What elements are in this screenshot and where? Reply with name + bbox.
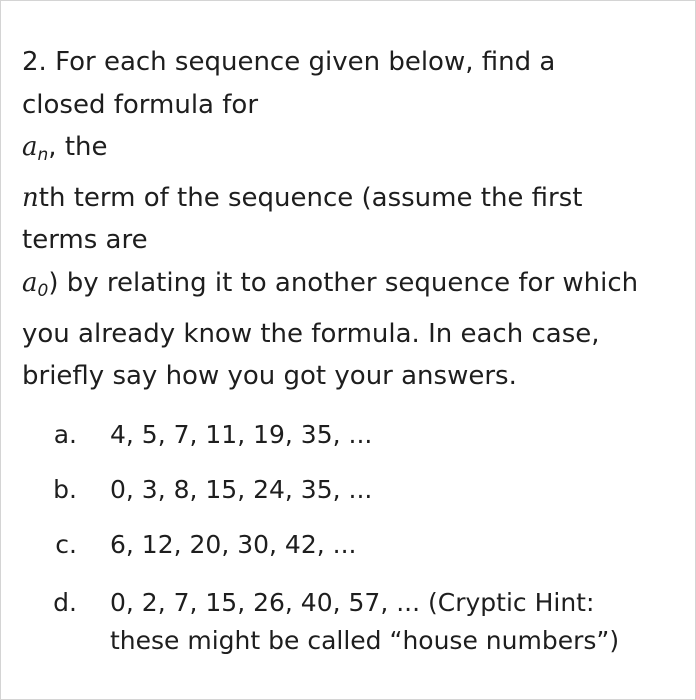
sequence-text: 0, 2, 7, 15, 26, 40, 57, ... (Cryptic Hint: <box>110 588 595 617</box>
question-line <box>22 126 682 177</box>
question-line <box>22 177 682 220</box>
question-line: terms are <box>22 225 148 256</box>
sequence-text: 4, 5, 7, 11, 19, 35, ... <box>110 420 373 449</box>
question-line: you already know the formula. In each case, <box>22 318 600 349</box>
list-marker: b. <box>53 475 77 504</box>
question-text-fragment: th term of the sequence (assume the first <box>38 182 583 213</box>
math-variable: a <box>22 267 38 298</box>
sequence-text: 6, 12, 20, 30, 42, ... <box>110 530 357 559</box>
list-marker: c. <box>55 530 77 559</box>
math-subscript: n <box>37 145 49 166</box>
question-line: 2. For each sequence given below, find a <box>22 47 556 77</box>
question-text-fragment: ) by relating it to another sequence for which <box>48 267 639 298</box>
sequence-text: these might be called “house numbers”) <box>110 626 620 655</box>
math-variable: a <box>22 132 38 163</box>
math-subscript: 0 <box>37 280 49 301</box>
sequence-text: 0, 3, 8, 15, 24, 35, ... <box>110 475 373 504</box>
question-line <box>22 262 682 313</box>
list-marker: d. <box>53 588 77 617</box>
math-variable: n <box>22 182 39 213</box>
question-line: closed formula for <box>22 89 259 120</box>
question-text-fragment: , the <box>48 132 108 163</box>
question-line: briefly say how you got your answers. <box>22 361 517 392</box>
question-text <box>22 41 682 398</box>
list-marker: a. <box>53 420 77 449</box>
